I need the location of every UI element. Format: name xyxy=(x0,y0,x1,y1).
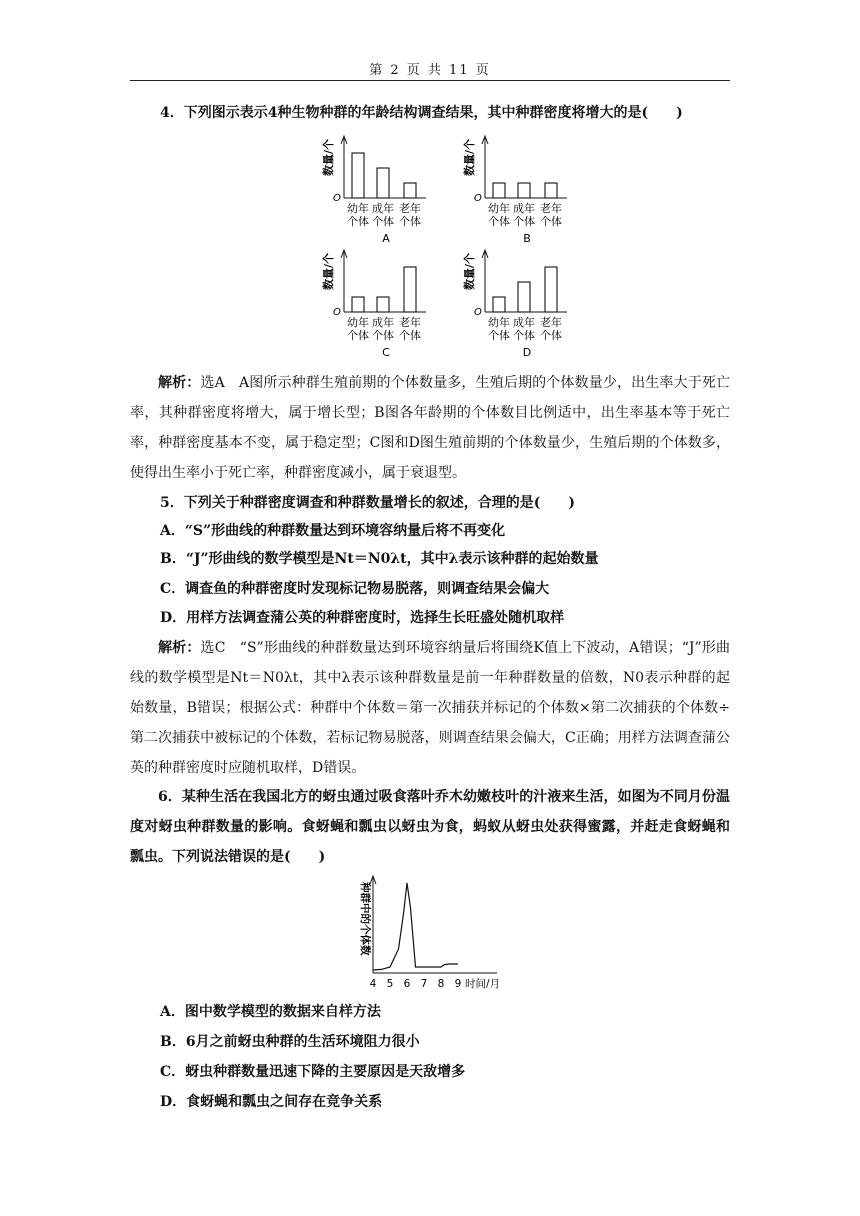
origin-label: O xyxy=(333,193,341,204)
question-4-stem: 4．下列图示表示4种生物种群的年龄结构调查结果，其中种群密度将增大的是( ) xyxy=(160,105,683,121)
bar-panel-d xyxy=(462,250,567,359)
x-axis-label: 时间/月 xyxy=(465,978,501,990)
bar xyxy=(545,183,557,198)
x-tick-label: 6 xyxy=(403,978,411,990)
category-label: 个体 xyxy=(513,329,535,342)
bar xyxy=(377,297,389,312)
bar xyxy=(493,297,505,312)
bar xyxy=(377,168,389,198)
category-label: 成年 xyxy=(513,316,535,329)
bar xyxy=(352,153,364,198)
question-4-analysis xyxy=(130,368,730,488)
question-5-option-b xyxy=(160,545,598,573)
origin-label: O xyxy=(333,307,341,318)
bar xyxy=(545,267,557,312)
bar xyxy=(518,282,530,312)
category-label: 成年 xyxy=(372,202,394,215)
category-label: 成年 xyxy=(513,202,535,215)
bar-panel-c xyxy=(321,250,426,359)
page-header: 第 2 页 共 11 页 xyxy=(369,63,491,78)
y-axis-label: 数量/个 xyxy=(322,252,335,290)
x-tick-label: 5 xyxy=(386,978,394,990)
category-label: 个体 xyxy=(372,329,394,342)
category-label: 个体 xyxy=(399,215,421,228)
category-label: 老年 xyxy=(399,202,421,215)
x-tick-label: 7 xyxy=(420,978,428,990)
category-label: 老年 xyxy=(540,202,562,215)
category-label: 老年 xyxy=(399,316,421,329)
bar xyxy=(518,183,530,198)
panel-label: A xyxy=(382,232,390,245)
y-axis-label: 数量/个 xyxy=(463,252,476,290)
bar xyxy=(404,183,416,198)
category-label: 个体 xyxy=(347,215,369,228)
category-label: 个体 xyxy=(488,215,510,228)
category-label: 幼年 xyxy=(347,316,369,329)
category-label: 个体 xyxy=(399,329,421,342)
question-6-option-b: B．6月之前蚜虫种群的生活环境阻力很小 xyxy=(160,1034,420,1050)
question-6-option-c: C．蚜虫种群数量迅速下降的主要原因是天敌增多 xyxy=(160,1064,466,1080)
x-tick-label: 8 xyxy=(437,978,445,990)
category-label: 个体 xyxy=(372,215,394,228)
x-tick-label: 9 xyxy=(454,978,462,990)
analysis-label: 解析： xyxy=(158,640,201,656)
category-label: 个体 xyxy=(347,329,369,342)
question-5-stem: 5．下列关于种群密度调查和种群数量增长的叙述，合理的是( ) xyxy=(160,495,575,511)
category-label: 幼年 xyxy=(488,202,510,215)
panel-label: B xyxy=(523,232,531,245)
category-label: 个体 xyxy=(488,329,510,342)
question-5-option-d: D．用样方法调查蒲公英的种群密度时，选择生长旺盛处随机取样 xyxy=(160,610,565,626)
analysis-text: 选C “S”形曲线的种群数量达到环境容纳量后将围绕K值上下波动，A错误；“J”形曲线的数学模型是Nt＝N0λt，其中λ表示该种群数量是前一年种群数量的倍数，N0表示种群的起始数量，B错误；根据公式：种群中个体数＝第一次捕获并标记的个体数×第二次捕获的个体数÷第二次捕获中被标记的个体数，若标记物易脱落，则调查结果会偏大，C正确；用样方法调查蒲公英的种群密度时应随机取样，D错误。 xyxy=(130,640,730,776)
origin-label: O xyxy=(474,193,482,204)
y-axis-label: 数量/个 xyxy=(463,138,476,176)
category-label: 个体 xyxy=(540,329,562,342)
bar xyxy=(352,297,364,312)
panel-label: D xyxy=(522,346,532,359)
aphid-population-chart xyxy=(340,870,540,995)
category-label: 幼年 xyxy=(488,316,510,329)
analysis-text: 选A A图所示种群生殖前期的个体数量多，生殖后期的个体数量少，出生率大于死亡率，其种群密度将增大，属于增长型；B图各年龄期的个体数目比例适中，出生率基本等于死亡率，种群密度基本不变，属于稳定型；C图和D图生殖前期的个体数量少，生殖后期的个体数多，使得出生率小于死亡率，种群密度减小，属于衰退型。 xyxy=(130,375,731,481)
bar-panel-a xyxy=(321,136,426,245)
option-b-text: B．“J”形曲线的数学模型是Nt＝N0λt，其中λ表示该种群的起始数量 xyxy=(160,551,599,567)
category-label: 个体 xyxy=(513,215,535,228)
question-6-option-d: D．食蚜蝇和瓢虫之间存在竞争关系 xyxy=(160,1094,383,1110)
category-label: 成年 xyxy=(372,316,394,329)
question-6-stem: 6．某种生活在我国北方的蚜虫通过吸食落叶乔木幼嫩枝叶的汁液来生活，如图为不同月份温度对蚜虫种群数量的影响。食蚜蝇和瓢虫以蚜虫为食，蚂蚁从蚜虫处获得蜜露，并赶走食蚜蝇和瓢虫。下列说法错误的是( ) xyxy=(130,789,730,865)
x-tick-label: 4 xyxy=(369,978,377,990)
category-label: 老年 xyxy=(540,316,562,329)
bar xyxy=(493,183,505,198)
panel-label: C xyxy=(382,346,390,359)
question-5-option-c: C．调查鱼的种群密度时发现标记物易脱落，则调查结果会偏大 xyxy=(160,581,550,597)
category-label: 幼年 xyxy=(347,202,369,215)
bar xyxy=(404,267,416,312)
age-structure-charts xyxy=(0,0,860,370)
question-5-analysis xyxy=(130,633,730,783)
category-label: 个体 xyxy=(540,215,562,228)
question-5-option-a: A．“S”形曲线的种群数量达到环境容纳量后将不再变化 xyxy=(160,523,506,539)
bar-panel-b xyxy=(462,136,567,245)
analysis-label: 解析： xyxy=(158,375,201,391)
population-line xyxy=(373,883,458,970)
question-6-option-a: A．图中数学模型的数据来自样方法 xyxy=(160,1004,381,1020)
y-axis-label: 数量/个 xyxy=(322,138,335,176)
y-axis-label: 种群中的个体数 xyxy=(359,882,371,956)
origin-label: O xyxy=(474,307,482,318)
